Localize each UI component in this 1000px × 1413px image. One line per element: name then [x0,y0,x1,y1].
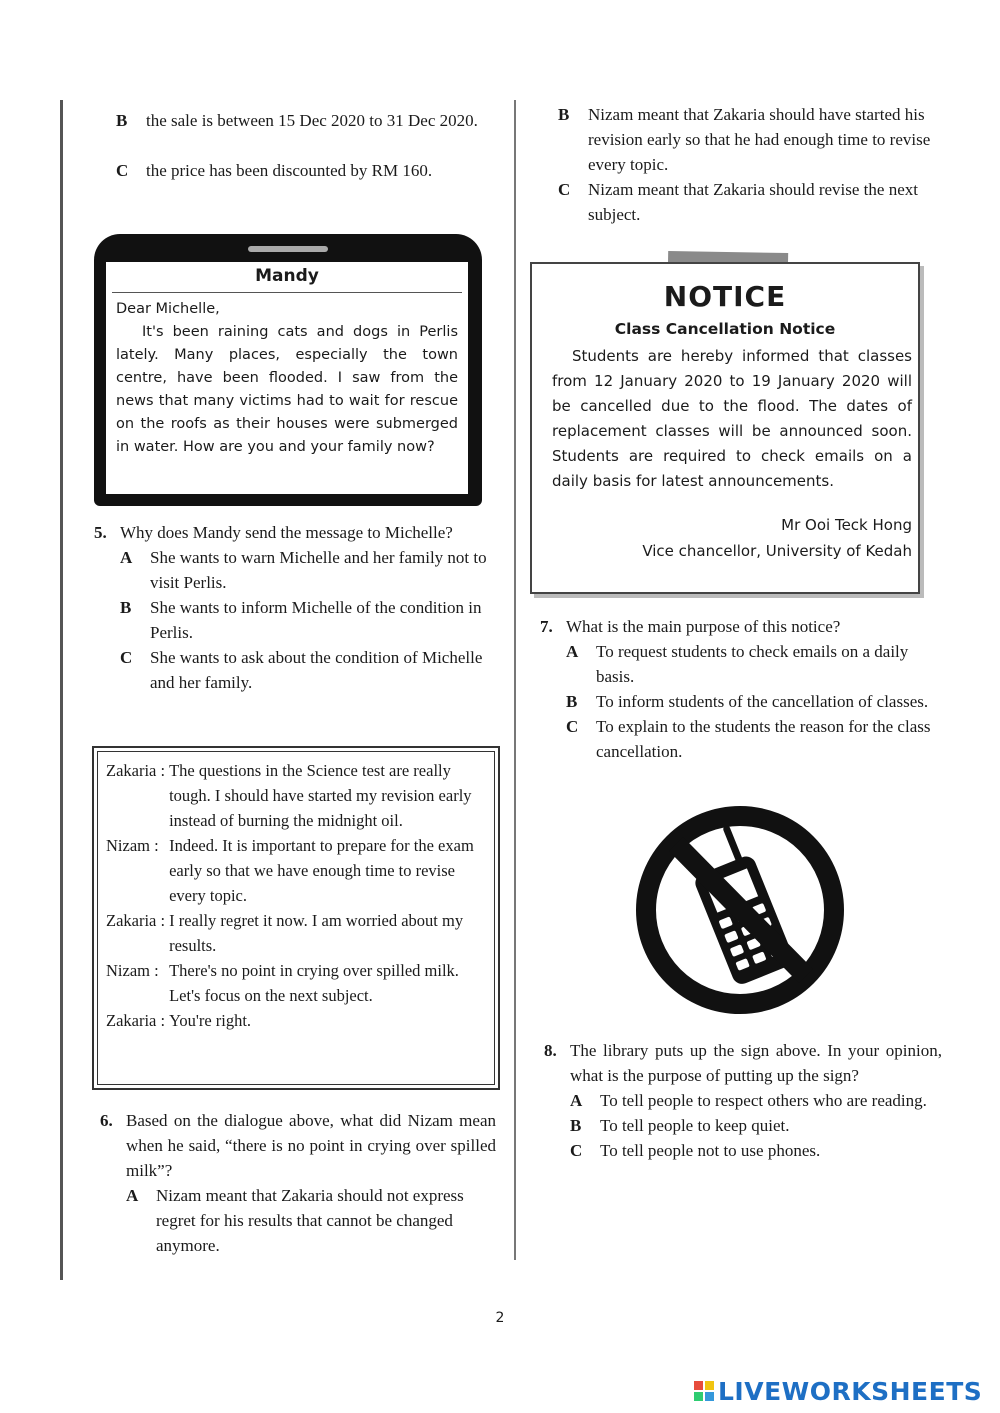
q5-option-a [120,545,492,595]
q6-option-b [558,102,936,177]
question-text: What is the main purpose of this notice? [566,617,841,636]
option-text: the sale is between 15 Dec 2020 to 31 Dec 2020. [146,111,478,130]
q4-option-b [116,108,486,133]
phone-message [94,234,482,506]
question-7 [540,614,940,764]
message-sender: Mandy [255,266,319,286]
dialogue-line: The questions in the Science test are really tough. I should have started my revision early instead of burning the midnight oil. [169,761,472,830]
dialogue-line: Indeed. It is important to prepare for the exam early so that we have enough time to revise every topic. [169,836,474,905]
q8-option-a [570,1088,942,1113]
message-body [116,298,458,459]
option-letter: A [126,1186,139,1205]
dialogue-row [106,758,486,833]
header-divider [112,292,462,293]
q8-option-b [570,1113,942,1138]
q5-option-c [120,645,492,695]
q8-option-c [570,1138,942,1163]
option-letter: A [120,548,133,567]
dialogue-box [92,746,500,1090]
option-letter: A [570,1091,583,1110]
q5-option-b [120,595,492,645]
dialogue-row [106,833,486,908]
notice-body: Students are hereby informed that classes from 12 January 2020 to 19 January 2020 will be cancelled due to the flood. The dates of replacement classes will be announced soon. Students are required to check emails on a daily basis for latest announcements. [552,347,912,490]
dialogue-speaker: Zakaria : [106,1011,166,1030]
phone-screen [106,262,468,494]
question-text: Based on the dialogue above, what did Nizam mean when he said, “there is no point in crying over spilled milk”? [126,1111,496,1180]
q7-option-a [566,639,940,689]
dialogue-table [106,758,486,1033]
q6-options-continued [558,102,936,227]
option-text: Nizam meant that Zakaria should have started his revision early so that he had enough time to revise every topic. [588,105,931,174]
option-letter: B [570,1116,582,1135]
no-phone-icon [630,800,850,1020]
option-letter: C [566,717,579,736]
option-text: To inform students of the cancellation of classes. [596,692,929,711]
message-greeting: Dear Michelle, [116,301,220,317]
page-number: 2 [495,1310,505,1326]
option-letter: B [558,105,570,124]
option-letter: C [120,648,133,667]
q6-option-c [558,177,936,227]
dialogue-speaker: Zakaria : [106,761,166,780]
question-8 [544,1038,942,1163]
dialogue-row [106,1008,486,1033]
dialogue-speaker: Zakaria : [106,911,166,930]
message-text: It's been raining cats and dogs in Perlis lately. Many places, especially the town centre, have been flooded. I saw from the news that many victims had to wait for rescue on the roofs as their houses were submerged in water. How are you and your family now? [116,324,458,455]
q7-option-b [566,689,940,714]
option-text: She wants to inform Michelle of the condition in Perlis. [150,598,482,642]
option-letter: C [570,1141,583,1160]
option-letter: B [566,692,578,711]
liveworksheets-logo[interactable] [694,1376,982,1406]
notice-signatory: Mr Ooi Teck Hong [781,516,912,534]
q6-option-a [126,1183,496,1258]
q4-option-c [116,158,486,183]
notice-subtitle: Class Cancellation Notice [614,320,836,338]
column-divider [514,100,516,1260]
dialogue-speaker: Nizam : [106,836,159,855]
option-text: She wants to warn Michelle and her family not to visit Perlis. [150,548,487,592]
option-text: the price has been discounted by RM 160. [146,161,433,180]
notice-position: Vice chancellor, University of Kedah [642,542,912,560]
dialogue-row [106,908,486,958]
question-text: The library puts up the sign above. In your opinion, what is the purpose of putting up the sign? [570,1041,942,1085]
option-text: To explain to the students the reason for the class cancellation. [596,717,931,761]
option-text: She wants to ask about the condition of Michelle and her family. [150,648,483,692]
left-margin-rule [60,100,63,1280]
question-number: 5. [94,523,107,542]
question-6 [100,1108,496,1258]
option-letter: C [116,161,129,180]
question-text: Why does Mandy send the message to Michelle? [120,523,453,542]
dialogue-inner-border [97,751,495,1085]
dialogue-line: There's no point in crying over spilled milk. Let's focus on the next subject. [169,961,459,1005]
option-text: To tell people to respect others who are reading. [600,1091,927,1110]
option-text: To tell people to keep quiet. [600,1116,790,1135]
question-number: 7. [540,617,553,636]
brand-name: LIVEWORKSHEETS [718,1376,983,1406]
option-text: To request students to check emails on a daily basis. [596,642,909,686]
q7-option-c [566,714,940,764]
question-5 [94,520,492,695]
brand-icon [694,1381,714,1401]
dialogue-line: I really regret it now. I am worried about my results. [169,911,464,955]
option-letter: B [120,598,132,617]
option-letter: B [116,111,128,130]
dialogue-speaker: Nizam : [106,961,159,980]
option-letter: A [566,642,579,661]
notice-box [530,262,920,594]
option-letter: C [558,180,571,199]
option-text: Nizam meant that Zakaria should not express regret for his results that cannot be changed anymore. [156,1186,464,1255]
question-number: 6. [100,1111,113,1130]
phone-speaker [248,246,328,252]
option-text: Nizam meant that Zakaria should revise the next subject. [588,180,918,224]
question-number: 8. [544,1041,557,1060]
option-text: To tell people not to use phones. [600,1141,821,1160]
dialogue-row [106,958,486,1008]
dialogue-line: You're right. [169,1011,252,1030]
notice-title: NOTICE [663,280,787,313]
